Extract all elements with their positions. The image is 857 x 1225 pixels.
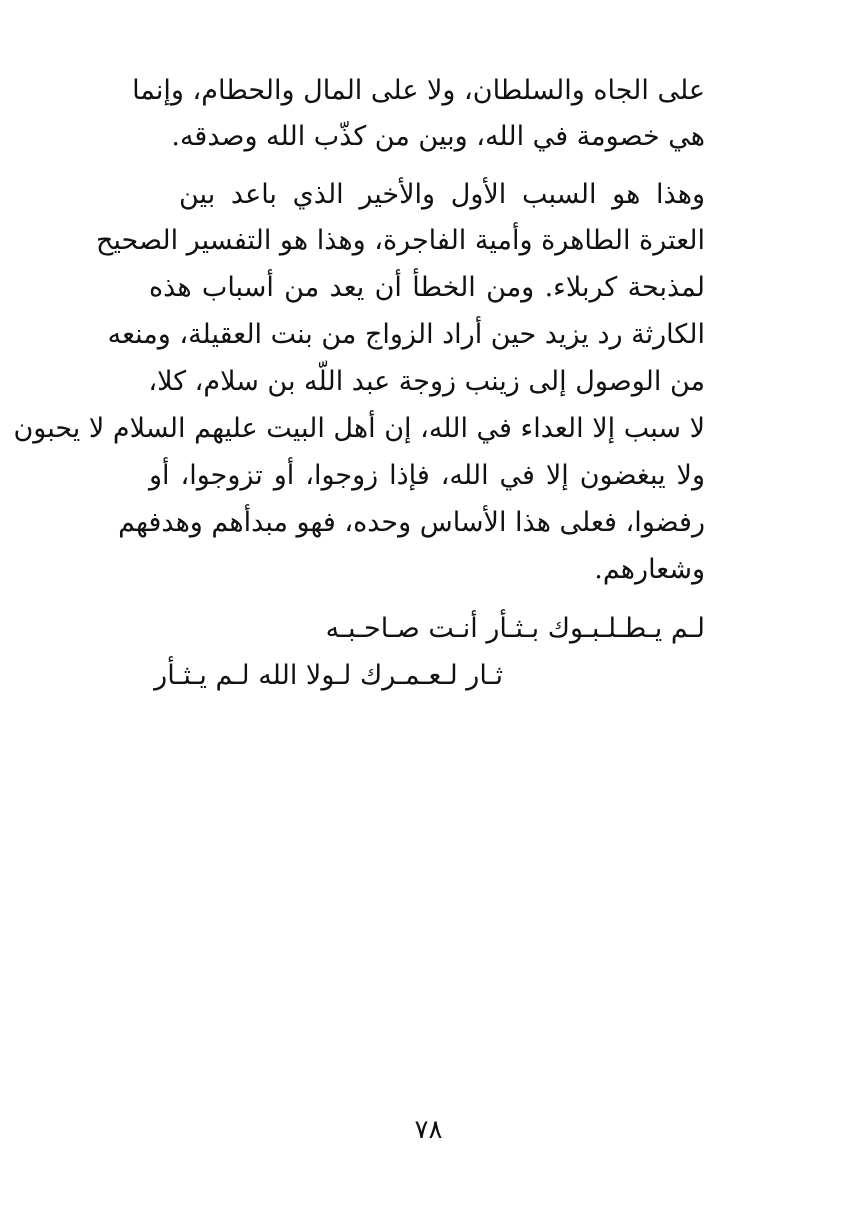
- paragraph-2-line-8: رفضوا، فعلى هذا الأساس وحده، فهو مبدأهم وهدفهم: [118, 507, 705, 538]
- paragraph-2-line-3: لمذبحة كربلاء. ومن الخطأ أن يعد من أسباب هذه: [149, 272, 705, 303]
- paragraph-2-line-4: الكارثة رد يزيد حين أراد الزواج من بنت العقيلة، ومنعه: [107, 319, 705, 350]
- poem-verse-1: لـم يـطـلـبـوك بـثـأر أنـت صـاحـبـه: [325, 613, 705, 644]
- paragraph-2-line-2: العترة الطاهرة وأمية الفاجرة، وهذا هو التفسير الصحيح: [95, 225, 705, 256]
- paragraph-2-line-6: لا سبب إلا العداء في الله، إن أهل البيت عليهم السلام لا يحبون: [13, 413, 705, 444]
- paragraph-1-line-2: هي خصومة في الله، وبين من كذّب الله وصدقه.: [171, 121, 705, 152]
- paragraph-2-line-7: ولا يبغضون إلا في الله، فإذا زوجوا، أو تزوجوا، أو: [149, 460, 705, 491]
- poem-verse-2: ثـار لـعـمـرك لـولا الله لـم يـثـأر: [154, 660, 503, 691]
- paragraph-1-line-1: على الجاه والسلطان، ولا على المال والحطام، وإنما: [132, 75, 705, 106]
- page-number: ٧٨: [414, 1115, 443, 1145]
- paragraph-2-line-9: وشعارهم.: [594, 554, 705, 585]
- paragraph-2-line-5: من الوصول إلى زينب زوجة عبد اللّه بن سلام، كلا،: [148, 366, 705, 397]
- paragraph-2-line-1: وهذا هو السبب الأول والأخير الذي باعد بين: [179, 179, 705, 210]
